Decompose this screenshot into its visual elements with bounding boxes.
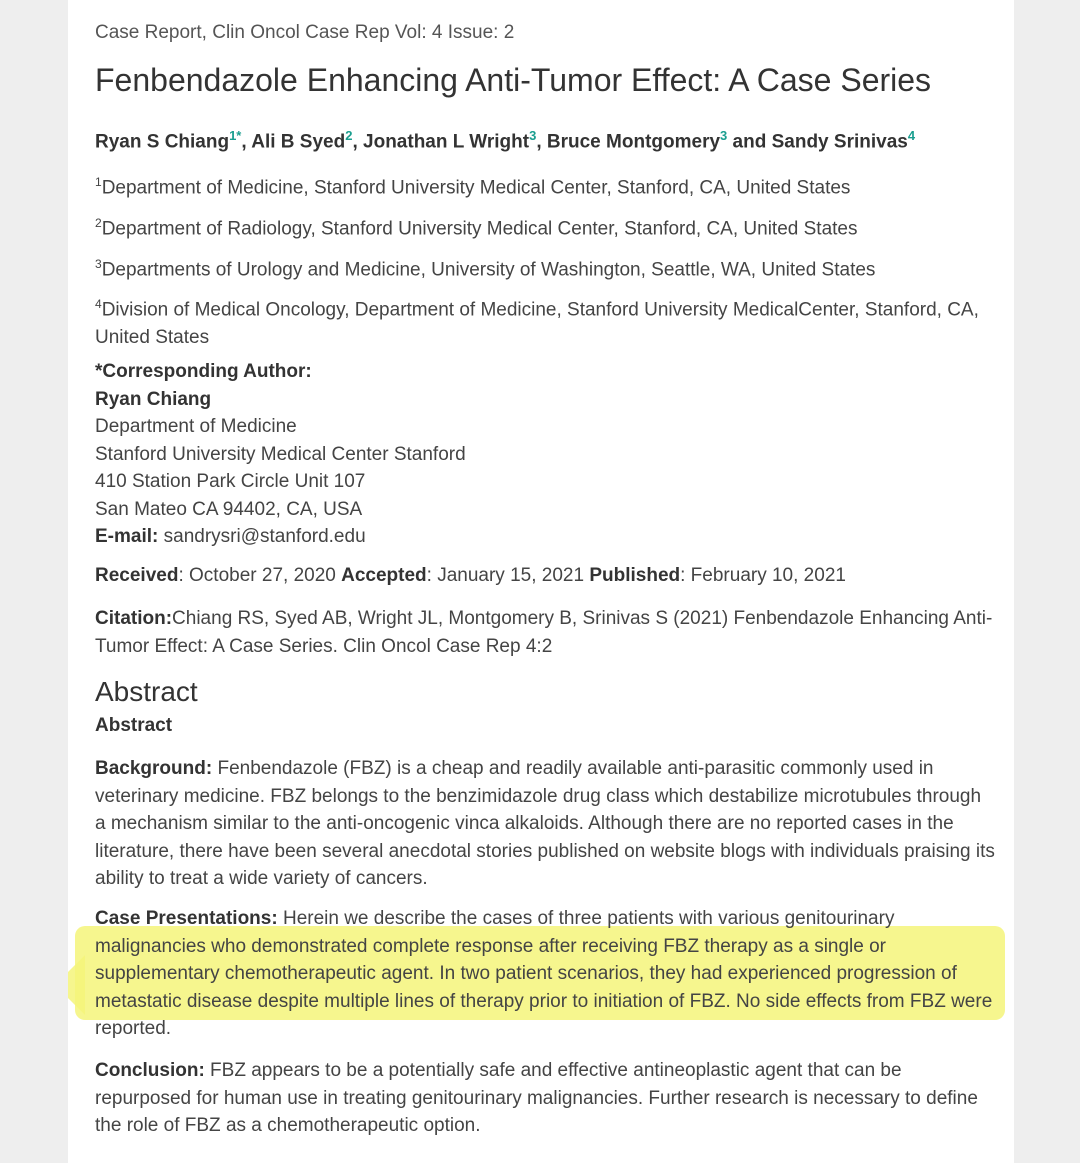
case-presentations-text: Herein we describe the cases of three patients with various genitourinary malignancies who demonstrated complete response after receiving FBZ therapy as a single or supplementary chemotherapeutic agent. In two patient scenarios, they had experienced progression of metastatic disease despite multiple lines of therapy prior to initiation of FBZ. No side effects from FBZ were reported. [95, 908, 993, 1039]
affiliation [95, 250, 995, 284]
citation-text: Chiang RS, Syed AB, Wright JL, Montgomery B, Srinivas S (2021) Fenbendazole Enhancing Anti-Tumor Effect: A Case Series. Clin Oncol Case Rep 4:2 [95, 608, 993, 657]
abstract-heading: Abstract [95, 676, 198, 707]
corresponding-author-email-row [95, 523, 466, 551]
affiliation-number: 4 [95, 297, 102, 311]
conclusion-label: Conclusion: [95, 1060, 205, 1081]
affiliation-text: Department of Radiology, Stanford University Medical Center, Stanford, CA, United States [101, 218, 858, 240]
abstract-subheading: Abstract [95, 715, 173, 736]
email-link[interactable]: sandrysri@stanford.edu [163, 526, 366, 547]
article-page [68, 0, 1014, 1163]
author-name[interactable]: Sandy Srinivas [771, 131, 908, 153]
received-label: Received [95, 565, 179, 586]
corresponding-author-block [95, 358, 466, 551]
affiliation [95, 290, 995, 352]
author-separator: , [241, 131, 252, 153]
affiliation-number: 1 [95, 175, 102, 189]
author-name[interactable]: Jonathan L Wright [363, 131, 530, 153]
published-date: : February 10, 2021 [680, 565, 846, 586]
corresponding-author-label: *Corresponding Author: [95, 361, 312, 382]
author-and: and [727, 131, 772, 153]
affiliation [95, 209, 995, 243]
affiliation-number: 2 [95, 216, 102, 230]
author-list [95, 128, 915, 153]
email-label: E-mail: [95, 526, 159, 547]
accepted-date: : January 15, 2021 [426, 565, 590, 586]
author-separator: , [536, 131, 547, 153]
author-name[interactable]: Ryan S Chiang [95, 131, 230, 153]
author-affiliation-link[interactable]: 1* [229, 128, 242, 143]
author-name[interactable]: Bruce Montgomery [546, 131, 721, 153]
conclusion-text: FBZ appears to be a potentially safe and effective antineoplastic agent that can be repurposed for human use in treating genitourinary malignancies. Further research is necessary to define the role of FBZ as a chemotherapeutic option. [95, 1060, 978, 1136]
abstract-conclusion [95, 1057, 995, 1140]
publication-dates [95, 565, 846, 587]
abstract-background [95, 755, 995, 893]
corresponding-author-dept: Department of Medicine [95, 416, 297, 437]
affiliation-number: 3 [95, 257, 102, 271]
affiliation-text: Division of Medical Oncology, Department of Medicine, Stanford University MedicalCenter, Stanford, CA, United States [95, 299, 979, 349]
corresponding-author-name: Ryan Chiang [95, 388, 212, 410]
corresponding-author-address-line2: San Mateo CA 94402, CA, USA [95, 498, 363, 520]
accepted-label: Accepted [341, 565, 427, 586]
corresponding-author-institution: Stanford University Medical Center Stanford [95, 443, 466, 465]
abstract-case-presentations [95, 905, 995, 1043]
author-affiliation-link[interactable]: 4 [907, 128, 916, 143]
affiliation-text: Departments of Urology and Medicine, University of Washington, Seattle, WA, United States [101, 259, 876, 281]
author-name[interactable]: Ali B Syed [251, 131, 346, 153]
case-presentations-label: Case Presentations: [95, 908, 278, 929]
affiliation [95, 168, 995, 202]
corresponding-author-address-line1: 410 Station Park Circle Unit 107 [95, 471, 366, 492]
author-affiliation-link[interactable]: 2 [345, 128, 353, 143]
background-label: Background: [95, 758, 213, 779]
article-title: Fenbendazole Enhancing Anti-Tumor Effect: A Case Series [95, 62, 932, 98]
affiliation-text: Department of Medicine, Stanford University Medical Center, Stanford, CA, United States [101, 177, 851, 199]
author-separator: , [352, 131, 364, 153]
background-text: Fenbendazole (FBZ) is a cheap and readily available anti-parasitic commonly used in veterinary medicine. FBZ belongs to the benzimidazole drug class which destabilize microtubules through a mechanism similar to the anti-oncogenic vinca alkaloids. Although there are no reported cases in the literature, there have been several anecdotal stories published on website blogs with individuals praising its ability to treat a wide variety of cancers. [95, 758, 995, 889]
citation [95, 605, 995, 661]
received-date: : October 27, 2020 [178, 565, 342, 586]
article-kicker: Case Report, Clin Oncol Case Rep Vol: 4 Issue: 2 [95, 22, 515, 43]
author-affiliation-link[interactable]: 3 [529, 128, 537, 143]
published-label: Published [589, 565, 681, 586]
author-affiliation-link[interactable]: 3 [720, 128, 728, 143]
citation-label: Citation: [95, 608, 173, 629]
